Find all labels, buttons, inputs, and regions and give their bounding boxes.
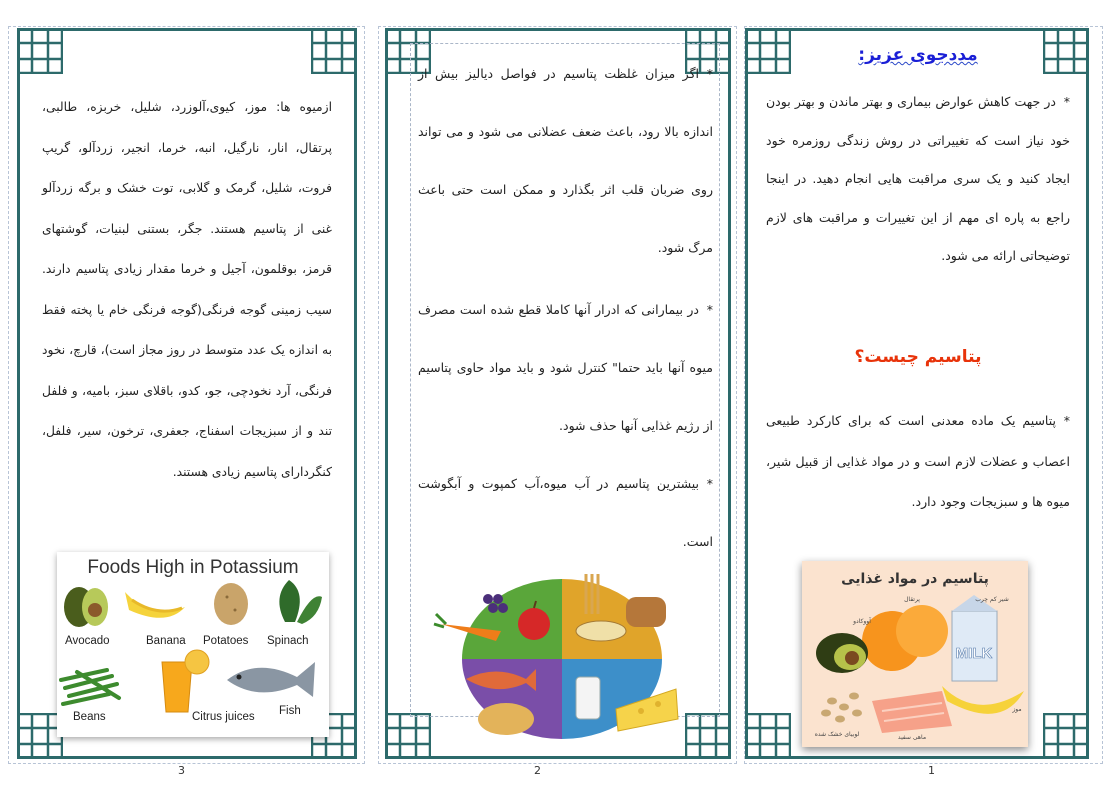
label-banana: Banana <box>146 635 186 647</box>
image-title: Foods High in Potassium <box>87 557 299 578</box>
bullet-mark: * <box>1063 413 1070 428</box>
bullet-paragraph-2 <box>418 281 713 455</box>
label-orange: پرتقال <box>904 596 920 603</box>
frame-corner-ornament <box>311 28 357 74</box>
label-citrus-juices: Citrus juices <box>192 711 255 723</box>
label-dried-beans: لوبیای خشک شده <box>814 731 860 738</box>
bullet-mark: * <box>1063 94 1070 109</box>
milk-label: MILK <box>955 645 993 662</box>
page-number-2: 2 <box>534 764 541 777</box>
potassium-foods-illustration <box>57 552 329 737</box>
panel-page-3 <box>17 28 357 759</box>
label-white-fish: ماهی سفید <box>897 734 927 741</box>
bullet-mark: * <box>706 476 713 491</box>
label-banana-fa: موز <box>1012 706 1022 713</box>
label-lowfat-milk: شیر کم چرب <box>975 596 1009 603</box>
frame-corner-ornament <box>1043 713 1089 759</box>
bullet-mark: * <box>706 302 713 317</box>
label-beans: Beans <box>73 711 106 723</box>
frame-corner-ornament <box>745 28 791 74</box>
page-number-1: 1 <box>928 764 935 777</box>
intro-text: در جهت کاهش عوارض بیماری و بهتر ماندن و بهتر بودن خود نیاز است که تغییراتی در روش زندگی روزمره خود ایجاد کنید و یک سری مراقبت هایی انجام دهید. در اینجا راجع به پاره ای مهم از این تغییرات و مراقبت های لازم توضیحاتی ارائه می شود. <box>766 94 1070 263</box>
bullet-3-text: بیشترین پتاسیم در آب میوه،آب کمپوت و آبگوشت است. <box>418 476 713 549</box>
bullet-paragraph-3 <box>418 455 713 571</box>
definition-text: پتاسیم یک ماده معدنی است که برای کارکرد طبیعی اعصاب و عضلات لازم است و در مواد غذایی از قبیل شیر، میوه ها و سبزیجات وجود دارد. <box>766 413 1070 509</box>
food-groups-illustration <box>426 569 698 749</box>
frame-corner-ornament <box>17 28 63 74</box>
bullet-1-text: اگر میزان غلظت پتاسیم در فواصل دیالیز بیش از اندازه بالا رود، باعث ضعف عضلانی می شود و می تواند روی ضربان قلب اثر بگذارد و ممکن است حتی باعث مرگ شود. <box>418 66 713 255</box>
potassium-definition-paragraph <box>766 401 1070 523</box>
label-potatoes: Potatoes <box>203 635 249 647</box>
bullet-2-text: در بیمارانی که ادرار آنها کاملا قطع شده است مصرف میوه آنها باید حتما" کنترل شود و باید مواد حاوی پتاسیم از رژیم غذایی آنها حذف شود. <box>418 302 713 433</box>
heading-what-is-potassium: پتاسیم چیست؟ <box>854 347 982 367</box>
frame-corner-ornament <box>385 713 431 759</box>
foods-high-in-potassium-image <box>57 552 329 737</box>
label-fish: Fish <box>279 705 301 717</box>
label-spinach: Spinach <box>267 635 309 647</box>
potassium-in-foods-image <box>802 561 1028 747</box>
intro-paragraph <box>766 83 1070 276</box>
frame-corner-ornament <box>745 713 791 759</box>
label-avocado: Avocado <box>65 635 110 647</box>
bullet-paragraph-1 <box>418 45 713 277</box>
frame-corner-ornament <box>1043 28 1089 74</box>
panel-page-2 <box>385 28 731 759</box>
page-number-3: 3 <box>178 764 185 777</box>
heading-dear-patient: مددجوی عزیز: <box>858 45 978 65</box>
potassium-foods-persian-illustration <box>802 561 1028 747</box>
panel-page-1 <box>745 28 1089 759</box>
food-groups-clipart <box>426 569 698 749</box>
label-avocado-fa: آووکادو <box>853 618 871 625</box>
image-title-fa: پتاسیم در مواد غذایی <box>841 571 989 587</box>
fruits-list-paragraph: ازمیوه ها: موز، کیوی،آلوزرد، شلیل، خربزه، طالبی، پرتقال، انار، نارگیل، انبه، خرما، انجیر، زردآلو، گریپ فروت، شلیل، گرمک و گلابی، توت خشک و برگه زردآلو غنی از پتاسیم هستند. جگر، بستنی لبنیات، گوشتهای قرمز، بوقلمون، آجیل و خرما مقدار زیادی پتاسیم دارند. سیب زمینی گوجه فرنگی(گوجه فرنگی خام یا پخته فقط به اندازه یک عدد متوسط در روز مجاز است)، قارچ، نخود فرنگی، آرد نخودچی، جو، کدو، باقلای سبز، بامیه، و فلفل تند و از سبزیجات اسفناج، جعفری، ترخون، سیر، فلفل، کنگردارای پتاسیم زیادی هستند. <box>42 100 332 479</box>
bullet-mark: * <box>706 66 713 81</box>
